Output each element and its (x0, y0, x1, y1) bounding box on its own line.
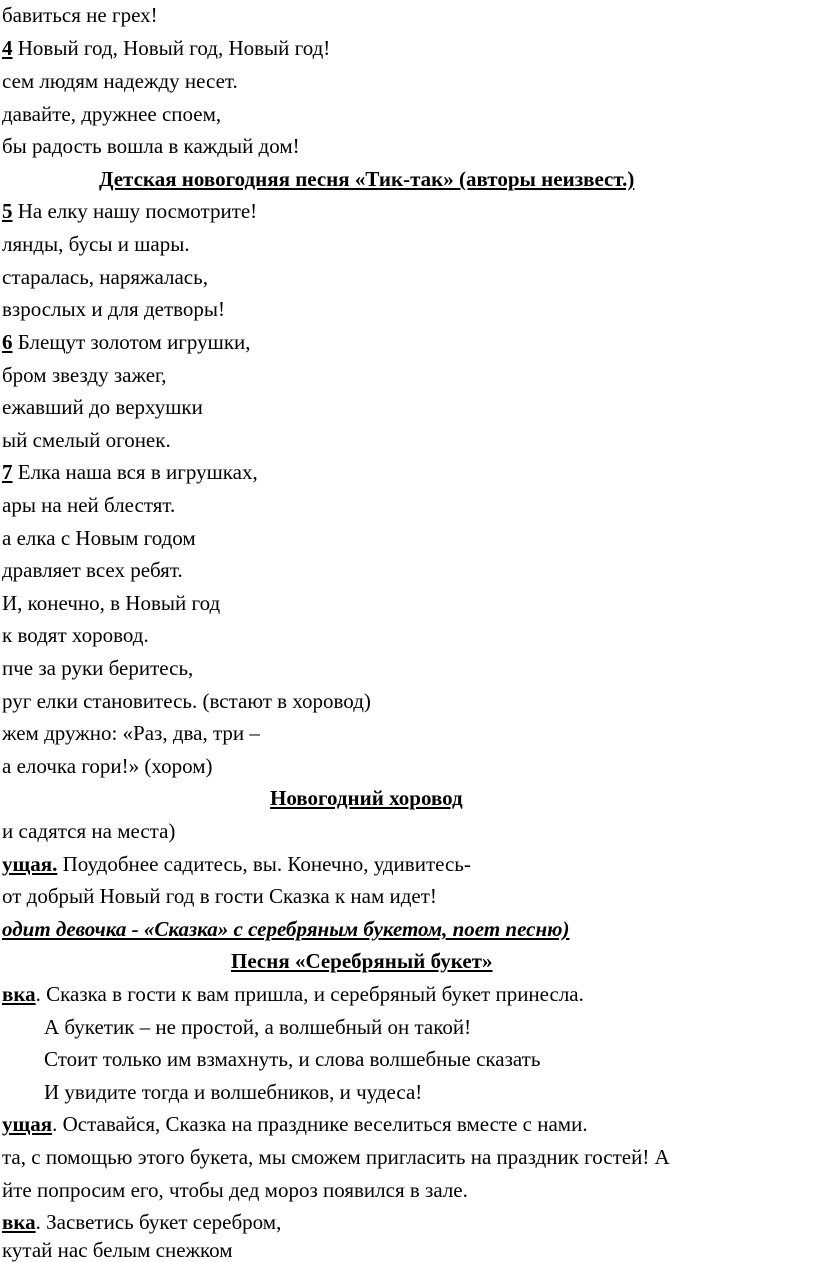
speaker-label: вка (2, 982, 36, 1006)
verse-text: Новый год, Новый год, Новый год! (12, 36, 331, 60)
text-line: И увидите тогда и волшебников, и чудеса! (44, 1080, 423, 1104)
text-line (2, 852, 471, 876)
text-line (2, 460, 258, 484)
text-line: йте попросим его, чтобы дед мороз появился в зале. (2, 1178, 468, 1202)
verse-number: 6 (2, 330, 13, 354)
text-line: бы радость вошла в каждый дом! (2, 134, 300, 158)
stage-direction: одит девочка - «Сказка» с серебряным букетом, поет песню) (2, 917, 570, 941)
text-line (2, 330, 251, 354)
verse-number: 4 (2, 36, 13, 60)
text-line: а елка с Новым годом (2, 526, 196, 550)
speaker-label: ущая. (2, 852, 58, 876)
text-line: ары на ней блестят. (2, 493, 176, 517)
text-line: лянды, бусы и шары. (2, 232, 190, 256)
speaker-text: . Засветись букет серебром, (35, 1210, 282, 1234)
text-line (2, 199, 257, 223)
text-line: старалась, наряжалась, (2, 265, 208, 289)
text-line (2, 1112, 588, 1136)
text-line: руг елки становитесь. (встают в хоровод) (2, 689, 371, 713)
text-line: сем людям надежду несет. (2, 69, 238, 93)
text-line: Стоит только им взмахнуть, и слова волшебные сказать (44, 1047, 541, 1071)
text-line (2, 1210, 281, 1234)
verse-text: Елка наша вся в игрушках, (12, 460, 258, 484)
text-line: жем дружно: «Раз, два, три – (2, 721, 260, 745)
text-line: от добрый Новый год в гости Сказка к нам идет! (2, 884, 437, 908)
text-line: ежавший до верхушки (2, 395, 203, 419)
text-line: И, конечно, в Новый год (2, 591, 221, 615)
speaker-text: Поудобнее садитесь, вы. Конечно, удивитесь- (57, 852, 471, 876)
section-heading: Песня «Серебряный букет» (231, 949, 493, 973)
text-line: давайте, дружнее споем, (2, 102, 222, 126)
text-line: к водят хоровод. (2, 623, 149, 647)
text-line: дравляет всех ребят. (2, 558, 183, 582)
speaker-label: ущая (2, 1112, 53, 1136)
verse-text: На елку нашу посмотрите! (12, 199, 258, 223)
text-line: взрослых и для детворы! (2, 297, 226, 321)
speaker-label: вка (2, 1210, 36, 1234)
verse-text: Блещут золотом игрушки, (12, 330, 251, 354)
speaker-text: . Оставайся, Сказка на празднике веселиться вместе с нами. (52, 1112, 588, 1136)
text-line (2, 982, 584, 1006)
text-line: ый смелый огонек. (2, 428, 171, 452)
text-line: А букетик – не простой, а волшебный он такой! (44, 1015, 472, 1039)
text-line: а елочка гори!» (хором) (2, 754, 213, 778)
verse-number: 5 (2, 199, 13, 223)
text-line: пче за руки беритесь, (2, 656, 194, 680)
text-line: бром звезду зажег, (2, 363, 167, 387)
text-line: и садятся на места) (2, 819, 176, 843)
text-line: кутай нас белым снежком (2, 1238, 233, 1262)
section-heading: Детская новогодняя песня «Тик-так» (авторы неизвест.) (99, 167, 635, 191)
verse-number: 7 (2, 460, 13, 484)
speaker-text: . Сказка в гости к вам пришла, и серебряный букет принесла. (35, 982, 584, 1006)
text-line: та, с помощью этого букета, мы сможем пригласить на праздник гостей! А (2, 1145, 670, 1169)
text-line: бавиться не грех! (2, 3, 158, 27)
text-line (2, 36, 330, 60)
section-heading: Новогодний хоровод (270, 786, 463, 810)
